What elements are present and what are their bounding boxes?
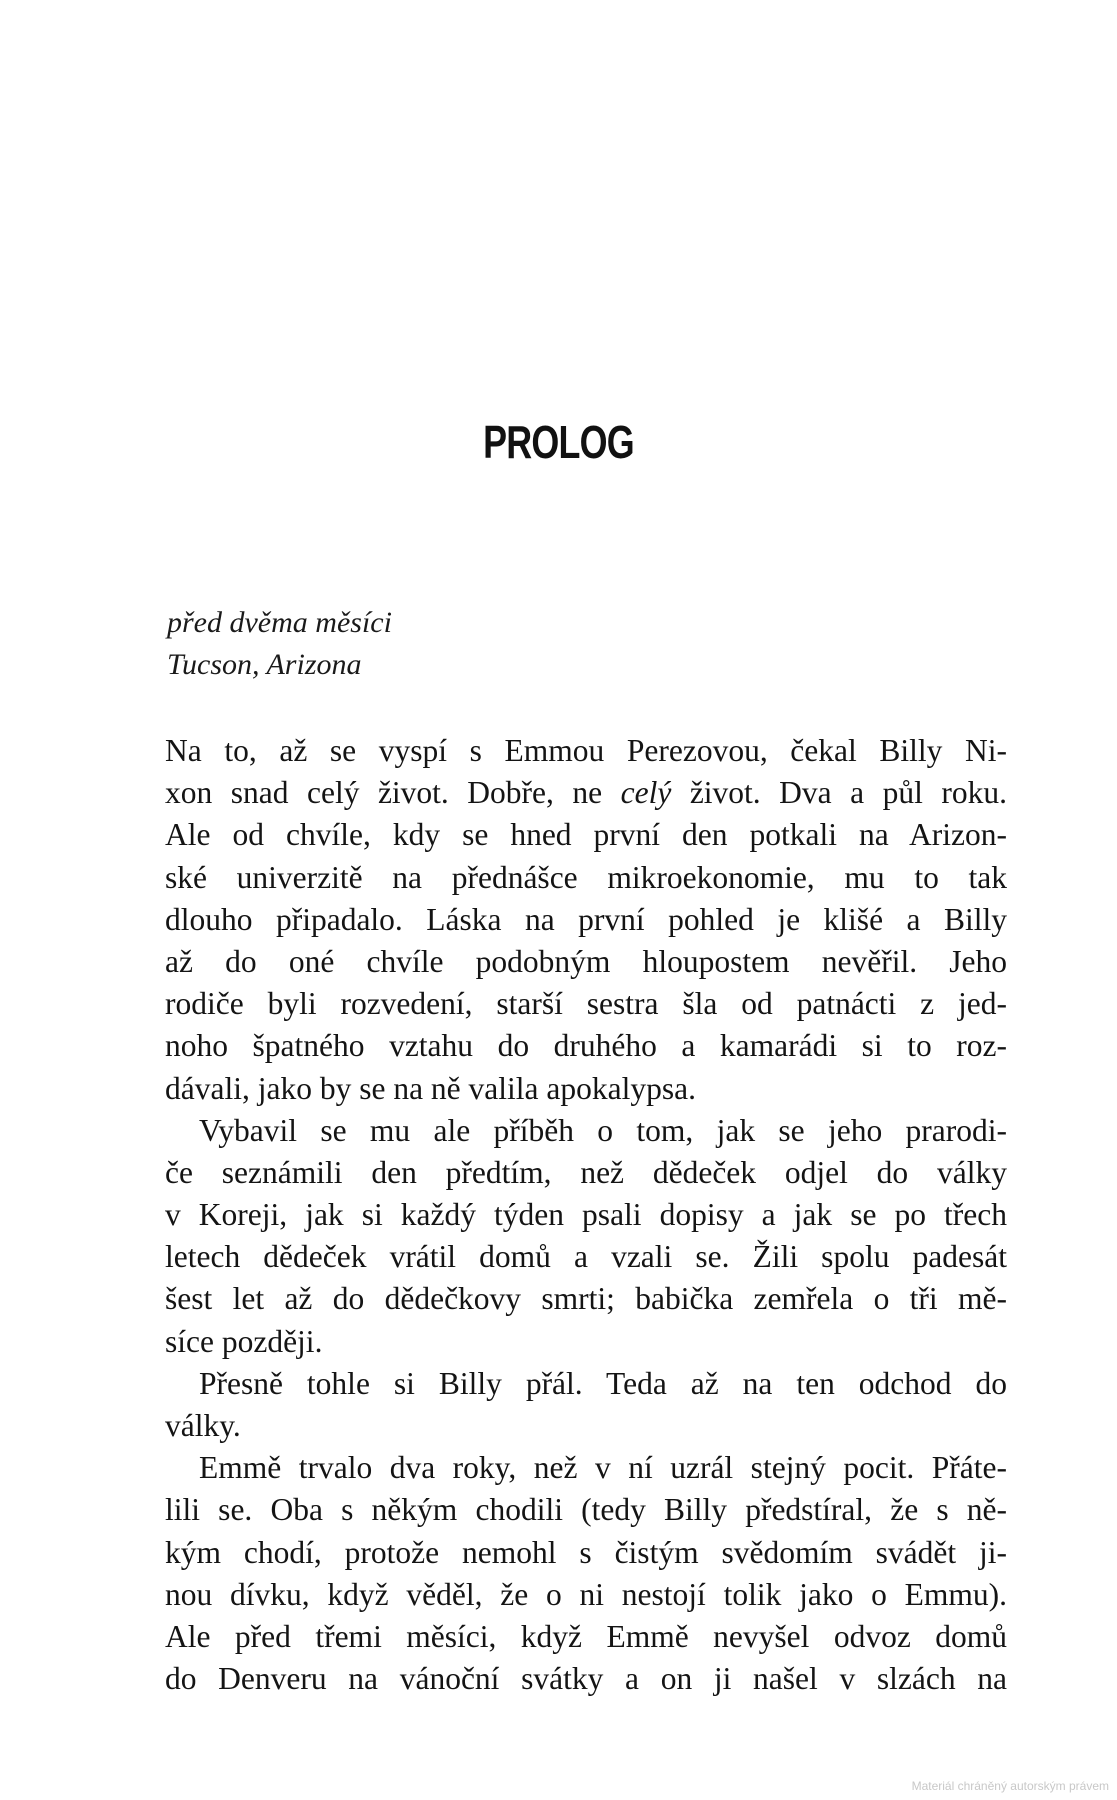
text-line: lili se. Oba s někým chodili (tedy Billy předstíral, že s ně-: [165, 1492, 1007, 1528]
text-line: až do oné chvíle podobným hloupostem nevěřil. Jeho: [165, 943, 1007, 979]
emphasis: celý: [620, 775, 672, 811]
text-line: dlouho připadalo. Láska na první pohled je klišé a Billy: [165, 901, 1007, 937]
text-line: šest let až do dědečkovy smrti; babička zemřela o tři mě-: [165, 1281, 1007, 1317]
text-line: [165, 772, 1007, 814]
dateline-time: před dvěma měsíci: [167, 606, 392, 639]
text-line: Vybavil se mu ale příběh o tom, jak se jeho prarodi-: [199, 1112, 1007, 1148]
text-line: dávali, jako by se na ně valila apokalypsa.: [165, 1070, 696, 1106]
text-line: Přesně tohle si Billy přál. Teda až na ten odchod do: [199, 1365, 1007, 1401]
text-line: nou dívku, když věděl, že o ni nestojí tolik jako o Emmu).: [165, 1576, 1007, 1612]
text-line: če seznámili den předtím, než dědeček odjel do války: [165, 1154, 1007, 1190]
text-line: noho špatného vztahu do druhého a kamarádi si to roz-: [165, 1028, 1007, 1064]
text-line: letech dědeček vrátil domů a vzali se. Žili spolu padesát: [165, 1239, 1007, 1275]
text-line: rodiče byli rozvedení, starší sestra šla od patnácti z jed-: [165, 986, 1007, 1022]
body-text: [165, 730, 1007, 1700]
text-line: do Denveru na vánoční svátky a on ji našel v slzách na: [165, 1661, 1007, 1697]
text-line: ské univerzitě na přednášce mikroekonomie, mu to tak: [165, 859, 1007, 895]
text-run: xon snad celý život. Dobře, ne: [165, 775, 621, 811]
text-line: Na to, až se vyspí s Emmou Perezovou, čekal Billy Ni-: [165, 733, 1007, 768]
copyright-watermark: Materiál chráněný autorským právem: [911, 1779, 1109, 1793]
chapter-title: PROLOG: [483, 416, 634, 468]
text-run: život. Dva a půl roku.: [671, 775, 1008, 811]
text-line: síce později.: [165, 1323, 323, 1359]
text-line: Ale od chvíle, kdy se hned první den potkali na Arizon-: [165, 817, 1007, 853]
text-line: kým chodí, protože nemohl s čistým svědomím svádět ji-: [165, 1534, 1007, 1570]
text-line: Ale před třemi měsíci, když Emmě nevyšel odvoz domů: [165, 1618, 1007, 1654]
dateline: [167, 602, 392, 686]
text-line: Emmě trvalo dva roky, než v ní uzrál stejný pocit. Přáte-: [199, 1450, 1007, 1486]
text-line: války.: [165, 1408, 241, 1443]
text-line: v Koreji, jak si každý týden psali dopisy a jak se po třech: [165, 1197, 1007, 1233]
dateline-place: Tucson, Arizona: [167, 648, 362, 681]
